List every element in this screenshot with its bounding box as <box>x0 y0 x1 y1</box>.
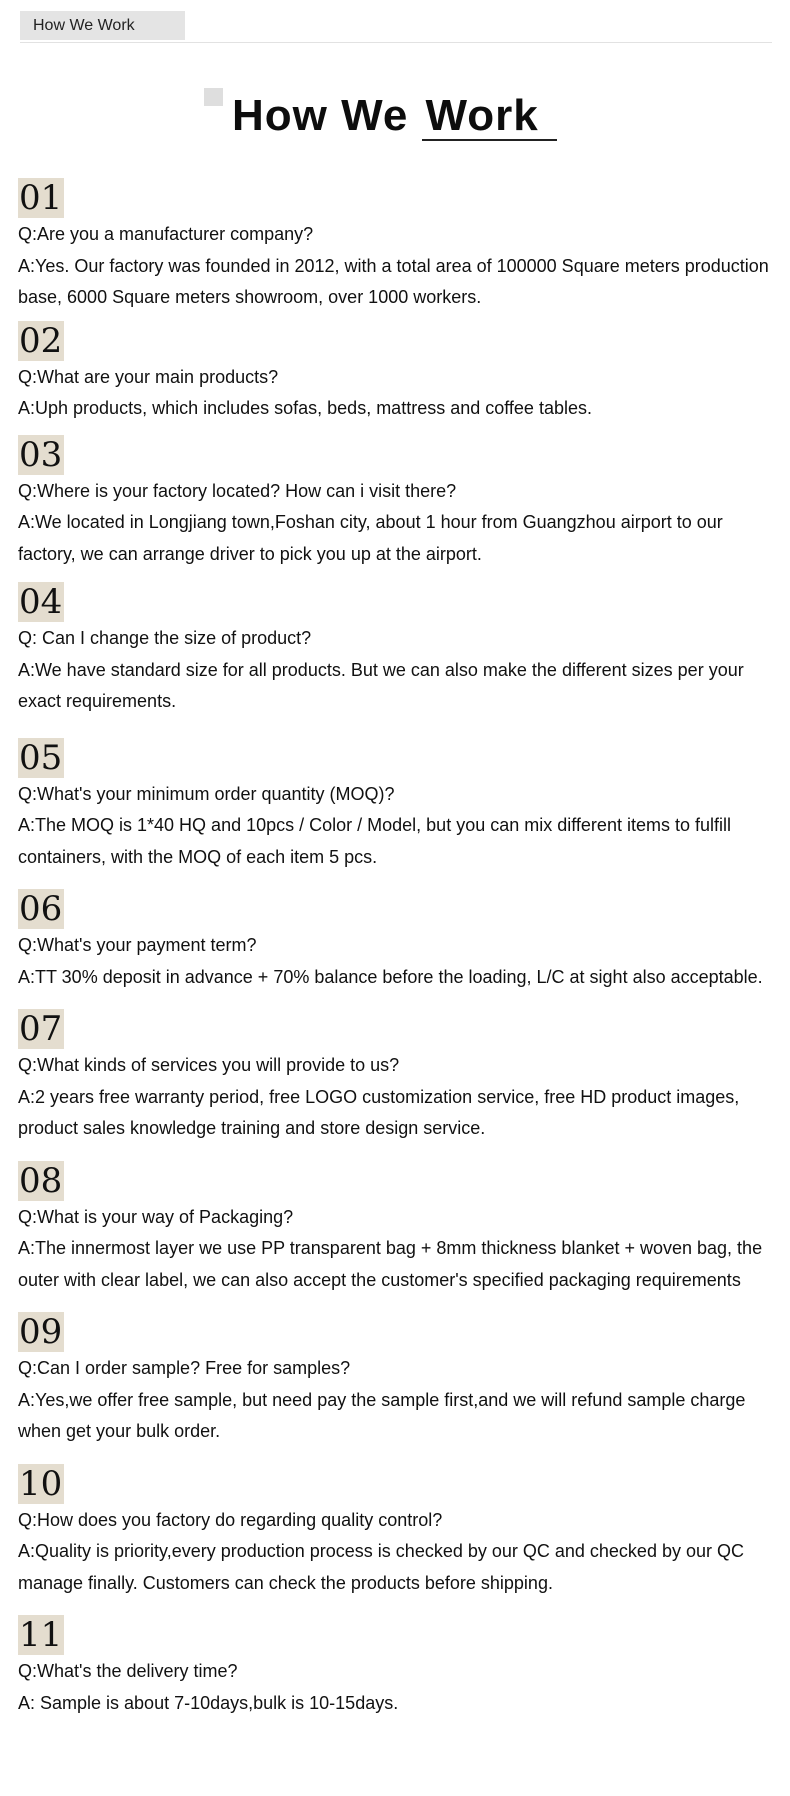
faq-item <box>18 1312 778 1448</box>
faq-question: Q:Where is your factory located? How can i visit there? <box>18 480 457 501</box>
faq-number: 10 <box>19 1463 63 1504</box>
faq-answer: A:2 years free warranty period, free LOGO customization service, free HD product images, product sales knowledge training and store design service. <box>18 1086 740 1138</box>
faq-item <box>18 1161 778 1297</box>
faq-number: 09 <box>19 1312 63 1352</box>
faq-number: 07 <box>19 1009 63 1049</box>
faq-item <box>18 889 778 993</box>
tab-how-we-work[interactable]: How We Work <box>20 11 185 40</box>
title-decoration <box>204 88 223 106</box>
faq-number: 03 <box>19 434 63 475</box>
tab-divider <box>20 42 772 43</box>
faq-question: Q:How does you factory do regarding quality control? <box>18 1509 443 1530</box>
faq-question: Q:What kinds of services you will provide to us? <box>18 1055 400 1075</box>
faq-question: Q:What's your payment term? <box>18 935 257 955</box>
faq-answer: A:Quality is priority,every production process is checked by our QC and checked by our QC manage finally. Customers can check the products before shipping. <box>18 1541 744 1593</box>
faq-answer: A: Sample is about 7-10days,bulk is 10-15days. <box>18 1692 399 1713</box>
faq-item <box>18 1464 778 1600</box>
faq-item <box>18 738 778 874</box>
faq-item <box>18 178 778 314</box>
faq-question: Q:What's your minimum order quantity (MOQ)? <box>18 783 395 804</box>
faq-number: 04 <box>19 582 63 622</box>
faq-answer: A:Yes. Our factory was founded in 2012, with a total area of 100000 Square meters production base, 6000 Square meters showroom, over 1000 workers. <box>18 255 769 307</box>
faq-question: Q:What is your way of Packaging? <box>18 1206 294 1227</box>
faq-list <box>18 178 778 1719</box>
page-title <box>232 86 557 146</box>
faq-question: Q:What's the delivery time? <box>18 1661 238 1681</box>
faq-number: 06 <box>19 889 63 929</box>
faq-item <box>18 435 778 571</box>
faq-answer: A:TT 30% deposit in advance + 70% balance before the loading, L/C at sight also acceptable. <box>18 966 763 987</box>
faq-number: 01 <box>19 178 63 218</box>
faq-question: Q:Can I order sample? Free for samples? <box>18 1358 351 1378</box>
faq-question: Q:What are your main products? <box>18 366 279 387</box>
page-title-part2: Work <box>422 93 557 141</box>
faq-item <box>18 1615 778 1719</box>
faq-number: 08 <box>19 1160 63 1201</box>
faq-answer: A:Uph products, which includes sofas, beds, mattress and coffee tables. <box>18 398 592 418</box>
faq-item <box>18 1009 778 1145</box>
page-title-part1: How We <box>232 91 409 140</box>
faq-item <box>18 582 778 718</box>
faq-question: Q: Can I change the size of product? <box>18 628 312 648</box>
faq-answer: A:We located in Longjiang town,Foshan city, about 1 hour from Guangzhou airport to our factory, we can arrange driver to pick you up at the airport. <box>18 512 723 564</box>
faq-answer: A:We have standard size for all products. But we can also make the different sizes per your exact requirements. <box>18 659 744 711</box>
faq-answer: A:Yes,we offer free sample, but need pay the sample first,and we will refund sample charge when get your bulk order. <box>18 1389 746 1441</box>
faq-answer: A:The MOQ is 1*40 HQ and 10pcs / Color / Model, but you can mix different items to fulfill containers, with the MOQ of each item 5 pcs. <box>18 815 731 867</box>
faq-number: 02 <box>19 320 63 361</box>
faq-number: 11 <box>19 1615 63 1655</box>
faq-question: Q:Are you a manufacturer company? <box>18 224 314 244</box>
faq-number: 05 <box>19 737 63 778</box>
faq-item <box>18 321 778 425</box>
faq-answer: A:The innermost layer we use PP transparent bag + 8mm thickness blanket + woven bag, the outer with clear label, we can also accept the customer's specified packaging requirements <box>18 1238 763 1290</box>
